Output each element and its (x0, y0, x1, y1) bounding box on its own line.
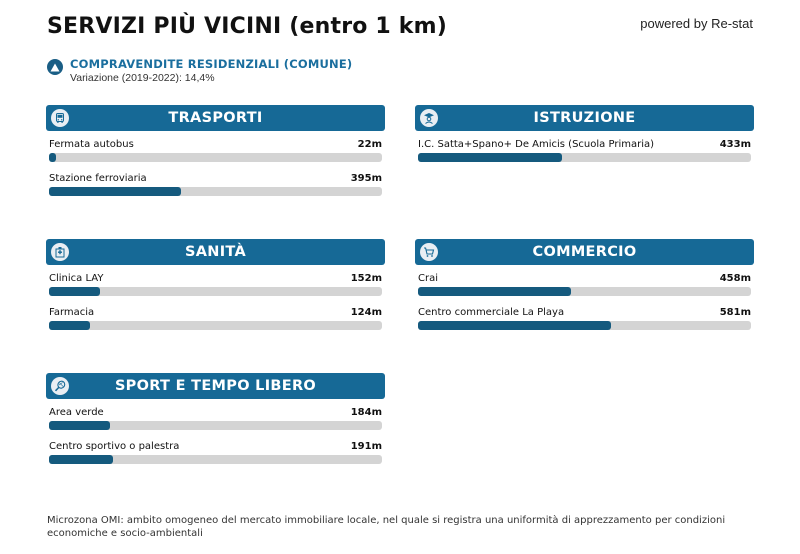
section-header (415, 239, 754, 265)
service-name: Farmacia (49, 307, 95, 318)
service-row (46, 131, 385, 165)
bus-icon (51, 109, 69, 127)
distance-bar-fill (418, 153, 562, 162)
tennis-racket-icon (51, 377, 69, 395)
service-row (46, 399, 385, 433)
page-title: SERVIZI PIÙ VICINI (entro 1 km) (47, 14, 448, 39)
distance-bar-track (418, 287, 751, 296)
service-row (46, 299, 385, 333)
distance-bar-fill (418, 287, 571, 296)
distance-bar-track (49, 153, 382, 162)
service-name: Clinica LAY (49, 273, 104, 284)
service-name: I.C. Satta+Spano+ De Amicis (Scuola Primaria) (418, 139, 655, 150)
distance-bar-track (418, 153, 751, 162)
cart-icon (420, 243, 438, 261)
distance-bar-fill (49, 287, 100, 296)
service-distance: 581m (719, 307, 751, 318)
service-row (46, 165, 385, 199)
service-distance: 433m (719, 139, 751, 150)
service-distance: 191m (350, 441, 382, 452)
distance-bar-fill (49, 321, 90, 330)
section-title: COMMERCIO (532, 244, 637, 260)
distance-bar-track (49, 321, 382, 330)
distance-bar-fill (418, 321, 611, 330)
hospital-icon (51, 243, 69, 261)
service-name: Centro commerciale La Playa (418, 307, 565, 318)
triangle-up-icon (47, 59, 63, 75)
section-title: ISTRUZIONE (533, 110, 636, 126)
section-header (46, 239, 385, 265)
service-distance: 184m (350, 407, 382, 418)
service-distance: 152m (350, 273, 382, 284)
service-row (46, 265, 385, 299)
service-name: Stazione ferroviaria (49, 173, 147, 184)
section-trasporti (46, 105, 385, 199)
service-name: Centro sportivo o palestra (49, 441, 180, 452)
distance-bar-track (49, 187, 382, 196)
section-istruzione (415, 105, 754, 165)
section-commercio (415, 239, 754, 333)
service-name: Crai (418, 273, 438, 284)
service-row (415, 131, 754, 165)
section-header (46, 373, 385, 399)
section-sanita (46, 239, 385, 333)
trend-title: COMPRAVENDITE RESIDENZIALI (COMUNE) (70, 57, 353, 71)
service-row (415, 299, 754, 333)
service-row (46, 433, 385, 467)
service-distance: 458m (719, 273, 751, 284)
distance-bar-fill (49, 187, 181, 196)
distance-bar-fill (49, 455, 113, 464)
footnote: Microzona OMI: ambito omogeneo del mercato immobiliare locale, nel quale si registra una uniformità di apprezzamento per condizioni economiche e socio-ambientali (47, 515, 726, 539)
service-name: Fermata autobus (49, 139, 134, 150)
section-header (46, 105, 385, 131)
powered-by-label: powered by Re-stat (640, 16, 753, 31)
distance-bar-fill (49, 153, 56, 162)
distance-bar-track (49, 287, 382, 296)
section-title: TRASPORTI (168, 110, 263, 126)
distance-bar-track (49, 421, 382, 430)
service-distance: 22m (357, 139, 382, 150)
trend-subtitle: Variazione (2019-2022): 14,4% (70, 72, 215, 84)
service-name: Area verde (49, 407, 104, 418)
distance-bar-track (49, 455, 382, 464)
section-title: SANITÀ (185, 244, 246, 260)
service-distance: 395m (350, 173, 382, 184)
section-header (415, 105, 754, 131)
service-distance: 124m (350, 307, 382, 318)
student-icon (420, 109, 438, 127)
section-title: SPORT E TEMPO LIBERO (114, 378, 317, 394)
service-row (415, 265, 754, 299)
section-sport (46, 373, 385, 467)
distance-bar-fill (49, 421, 110, 430)
distance-bar-track (418, 321, 751, 330)
sales-trend (47, 57, 352, 84)
